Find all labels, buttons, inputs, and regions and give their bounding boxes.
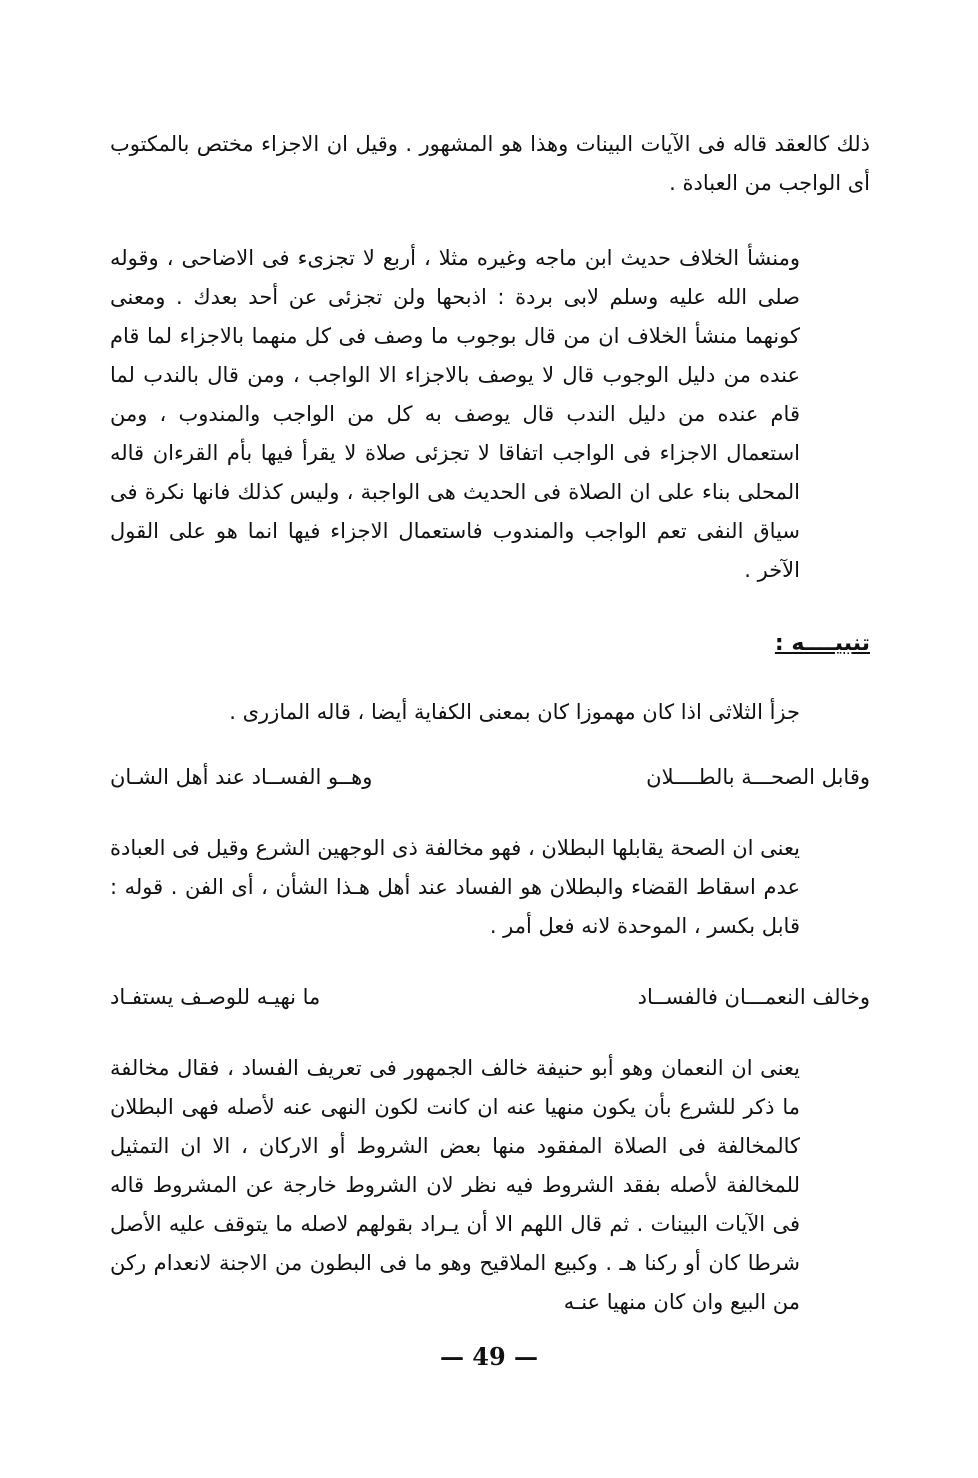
paragraph-1: ذلك كالعقد قاله فى الآيات البينات وهذا هو المشهور . وقيل ان الاجزاء مختص بالمكتوب أى الواجب من العبادة . [110, 132, 870, 195]
page-body [110, 125, 870, 1322]
verse-1-second-hemistich: وهــو الفســاد عند أهل الشـان [110, 765, 373, 789]
paragraph-4: يعنى ان الصحة يقابلها البطلان ، فهو مخالفة ذى الوجهين الشرع وقيل فى العبادة عدم اسقاط القضاء والبطلان هو الفساد عند أهل هـذا الشأن ، أى الفن . قوله : قابل بكسر ، الموحدة لانه فعل أمر . [110, 836, 800, 938]
paragraph-2: ومنشأ الخلاف حديث ابن ماجه وغيره مثلا ، أربع لا تجزىء فى الاضاحى ، وقوله صلى الله عليه وسلم لابى بردة : اذبحها ولن تجزئى عن أحد بعدك . ومعنى كونهما منشأ الخلاف ان من قال بوجوب ما وصف فى كل منهما بالاجزاء لما قام عنده من دليل الوجوب قال لا يوصف بالاجزاء الا الواجب ، ومن قال بالندب لما قام عنده من دليل الندب قال يوصف به كل من الواجب والمندوب ، ومن استعمال الاجزاء فى الواجب اتفاقا لا تجزئى صلاة لا يقرأ فيها بأم القرءان قاله المحلى بناء على ان الصلاة فى الحديث هى الواجبة ، وليس كذلك فانها نكرة فى سياق النفى تعم الواجب والمندوب فاستعمال الاجزاء فيها انما هو على القول الآخر . [110, 246, 800, 582]
verse-line-1 [110, 758, 870, 797]
verse-2-second-hemistich: ما نهيـه للوصـف يستفـاد [110, 985, 321, 1009]
verse-1-first-hemistich: وقابل الصحـــة بالطــــلان [646, 765, 870, 789]
verse-line-2 [110, 978, 870, 1017]
paragraph-3: جزأ الثلاثى اذا كان مهموزا كان بمعنى الكفاية أيضا ، قاله المازرى . [229, 700, 800, 724]
verse-2-first-hemistich: وخالف النعمـــان فالفســاد [637, 985, 870, 1009]
paragraph-5: يعنى ان النعمان وهو أبو حنيفة خالف الجمهور فى تعريف الفساد ، فقال مخالفة ما ذكر للشرع بأن يكون منهيا عنه ان كانت لكون النهى عنه لأصله فهى البطلان كالمخالفة فى الصلاة المفقود منها بعض الشروط أو الاركان ، الا ان التمثيل للمخالفة لأصله بفقد الشروط فيه نظر لان الشروط خارجة عن المشروط قاله فى الآيات البينات . ثم قال اللهم الا أن يـراد بقولهم لاصله ما يتوقف عليه الأصل شرطا كان أو ركنا هـ . وكبيع الملاقيح وهو ما فى البطون من الاجنة لانعدام ركن من البيع وان كان منهيا عنـه [110, 1056, 800, 1314]
section-heading: تنبيــــه : [774, 631, 870, 656]
page-number: — 49 — [439, 1342, 539, 1371]
